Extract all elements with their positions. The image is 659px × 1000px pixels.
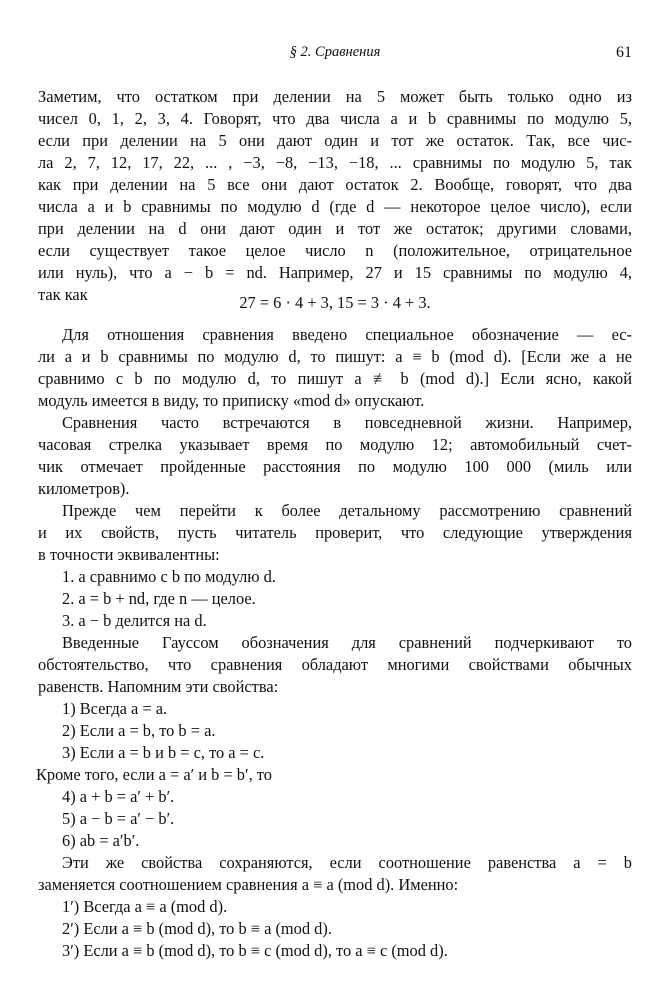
text-line: Сравнения часто встречаются в повседневной жизни. Например, <box>62 413 632 432</box>
list-item: 1) Всегда a = a. <box>62 699 168 718</box>
text-line: числа a и b сравнимы по модулю d (где d — некоторое целое число), если <box>38 197 632 216</box>
text-line: ли a и b сравнимы по модулю d, то пишут: a ≡ b (mod d). [Если же a не <box>38 347 632 366</box>
text-line: и их свойств, пусть читатель проверит, что следующие утверждения <box>38 523 632 542</box>
text-line: в точности эквивалентны: <box>38 545 220 564</box>
text-line: при делении на d они дают один и тот же остаток; другими словами, <box>38 219 632 238</box>
text-line: как при делении на 5 все они дают остаток 2. Вообще, говорят, что два <box>38 175 632 194</box>
text-line: заменяется соотношением сравнения a ≡ a (mod d). Именно: <box>38 875 459 894</box>
text-line: Кроме того, если a = a′ и b = b′, то <box>36 765 272 784</box>
text-line: Введенные Гауссом обозначения для сравнений подчеркивают то <box>62 633 632 652</box>
text-line: так как <box>38 285 88 304</box>
list-item: 1. a сравнимо с b по модулю d. <box>62 567 276 586</box>
text-line: модуль имеется в виду, то приписку «mod d» опускают. <box>38 391 425 410</box>
text-line: обстоятельство, что сравнения обладают многими свойствами обычных <box>38 655 632 674</box>
display-equation: 27 = 6 · 4 + 3, 15 = 3 · 4 + 3. <box>239 293 431 312</box>
text-line: Прежде чем перейти к более детальному рассмотрению сравнений <box>62 501 632 520</box>
list-item: 2) Если a = b, то b = a. <box>62 721 216 740</box>
list-item: 3) Если a = b и b = c, то a = c. <box>62 743 265 762</box>
text-line: Заметим, что остатком при делении на 5 может быть только одно из <box>38 87 632 106</box>
text-line: если при делении на 5 они дают один и тот же остаток. Так, все чис- <box>38 131 632 150</box>
text-line: равенств. Напомним эти свойства: <box>38 677 279 696</box>
list-item: 1′) Всегда a ≡ a (mod d). <box>62 897 228 916</box>
list-item: 4) a + b = a′ + b′. <box>62 787 175 806</box>
page-number: 61 <box>616 44 632 61</box>
list-item: 6) ab = a′b′. <box>62 831 140 850</box>
text-line: часовая стрелка указывает время по модулю 12; автомобильный счет- <box>38 435 632 454</box>
list-item: 5) a − b = a′ − b′. <box>62 809 175 828</box>
text-line: если существует такое целое число n (положительное, отрицательное <box>38 241 632 260</box>
text-line: Эти же свойства сохраняются, если соотношение равенства a = b <box>62 853 632 872</box>
text-line: Для отношения сравнения введено специальное обозначение — ес- <box>62 325 632 344</box>
list-item: 2′) Если a ≡ b (mod d), то b ≡ a (mod d). <box>62 919 332 938</box>
text-line: чисел 0, 1, 2, 3, 4. Говорят, что два числа a и b сравнимы по модулю 5, <box>38 109 632 128</box>
list-item: 2. a = b + nd, где n — целое. <box>62 589 256 608</box>
list-item: 3. a − b делится на d. <box>62 611 207 630</box>
page-header <box>38 44 632 66</box>
running-title: § 2. Сравнения <box>289 44 381 60</box>
text-line: ла 2, 7, 12, 17, 22, ... , −3, −8, −13, −18, ... сравнимы по модулю 5, так <box>38 153 632 172</box>
text-line: или нуль), что a − b = nd. Например, 27 и 15 сравнимы по модулю 4, <box>38 263 632 282</box>
text-line: сравнимо с b по модулю d, то пишут a ≢ b (mod d).] Если ясно, какой <box>38 369 632 388</box>
list-item: 3′) Если a ≡ b (mod d), то b ≡ c (mod d), то a ≡ c (mod d). <box>62 941 448 960</box>
text-line: чик отмечает пройденные расстояния по модулю 100 000 (миль или <box>38 457 632 476</box>
text-line: километров). <box>38 479 130 498</box>
